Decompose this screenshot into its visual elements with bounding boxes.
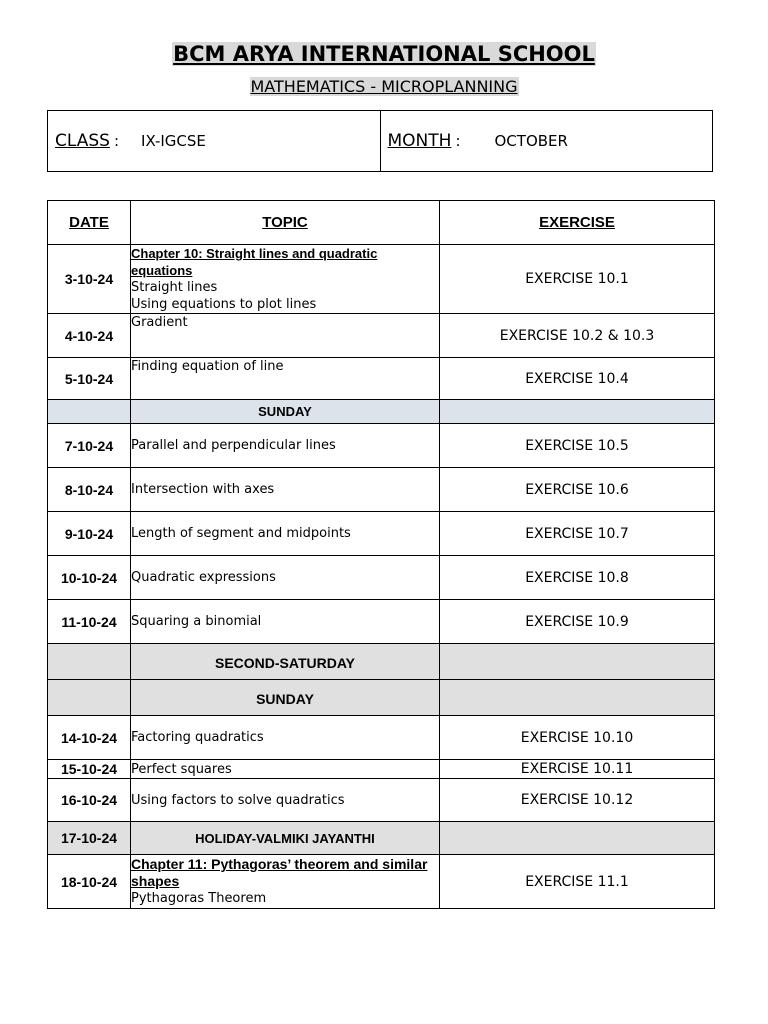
document-subtitle: [0, 77, 768, 96]
row-date-empty: [48, 680, 131, 716]
table-header-row: [48, 201, 715, 245]
chapter-heading: Chapter 10: Straight lines and quadratic equations: [131, 246, 378, 278]
table-row-holiday: [48, 644, 715, 680]
subtitle-text: MATHEMATICS - MICROPLANNING: [250, 77, 518, 96]
row-topic: [131, 424, 440, 468]
table-row-holiday: [48, 400, 715, 424]
row-date: 3-10-24: [48, 245, 131, 314]
row-note: SECOND-SATURDAY: [131, 644, 440, 680]
topic-line: Intersection with axes: [131, 482, 275, 497]
topic-line: Parallel and perpendicular lines: [131, 438, 336, 453]
table-row: [48, 855, 715, 909]
topic-line: Quadratic expressions: [131, 570, 276, 585]
topic-line: Straight lines: [131, 280, 218, 295]
month-label: MONTH: [387, 131, 452, 151]
row-note: HOLIDAY-VALMIKI JAYANTHI: [131, 822, 440, 855]
row-exercise: EXERCISE 10.5: [440, 424, 715, 468]
row-date: 16-10-24: [48, 779, 131, 822]
table-row: [48, 245, 715, 314]
row-exercise: EXERCISE 11.1: [440, 855, 715, 909]
topic-line: Finding equation of line: [131, 359, 284, 374]
row-exercise-empty: [440, 644, 715, 680]
table-row: [48, 716, 715, 760]
row-exercise: EXERCISE 10.12: [440, 779, 715, 822]
row-exercise-empty: [440, 400, 715, 424]
topic-line: Gradient: [131, 315, 188, 330]
class-colon: :: [113, 132, 120, 150]
chapter-heading: Chapter 11: Pythagoras’ theorem and similar shapes: [131, 856, 428, 889]
row-topic: [131, 512, 440, 556]
table-row: [48, 314, 715, 358]
row-topic: [131, 855, 440, 909]
topic-line: Factoring quadratics: [131, 730, 264, 745]
table-row: [48, 358, 715, 400]
table-row: [48, 556, 715, 600]
row-note: SUNDAY: [131, 680, 440, 716]
row-topic: [131, 314, 440, 358]
row-date-empty: [48, 644, 131, 680]
row-date: 4-10-24: [48, 314, 131, 358]
school-name: BCM ARYA INTERNATIONAL SCHOOL: [173, 42, 595, 66]
table-row: [48, 760, 715, 779]
table-row: [48, 600, 715, 644]
row-date: 18-10-24: [48, 855, 131, 909]
row-date: 9-10-24: [48, 512, 131, 556]
table-row-holiday: [48, 822, 715, 855]
school-title: [0, 42, 768, 66]
row-exercise: EXERCISE 10.6: [440, 468, 715, 512]
row-exercise: EXERCISE 10.10: [440, 716, 715, 760]
row-date: 15-10-24: [48, 760, 131, 779]
table-row-holiday: [48, 680, 715, 716]
row-exercise: EXERCISE 10.9: [440, 600, 715, 644]
topic-header: TOPIC: [131, 201, 440, 245]
row-date: 7-10-24: [48, 424, 131, 468]
row-topic: [131, 600, 440, 644]
row-topic: [131, 779, 440, 822]
exercise-header: EXERCISE: [440, 201, 715, 245]
class-month-box: [47, 110, 713, 172]
row-date: 10-10-24: [48, 556, 131, 600]
row-note: SUNDAY: [131, 400, 440, 424]
table-row: [48, 424, 715, 468]
topic-line: Perfect squares: [131, 761, 232, 777]
row-exercise-empty: [440, 680, 715, 716]
row-topic: [131, 358, 440, 400]
row-exercise: EXERCISE 10.1: [440, 245, 715, 314]
table-row: [48, 779, 715, 822]
row-topic: [131, 556, 440, 600]
row-date: 8-10-24: [48, 468, 131, 512]
row-date: 5-10-24: [48, 358, 131, 400]
row-exercise: EXERCISE 10.8: [440, 556, 715, 600]
topic-line: Squaring a binomial: [131, 614, 262, 629]
month-colon: :: [455, 132, 461, 150]
row-exercise: EXERCISE 10.2 & 10.3: [440, 314, 715, 358]
row-date-empty: [48, 400, 131, 424]
class-label: CLASS: [55, 131, 110, 151]
topic-line: Using factors to solve quadratics: [131, 792, 345, 808]
row-exercise: EXERCISE 10.4: [440, 358, 715, 400]
row-topic: [131, 760, 440, 779]
class-value: IX-IGCSE: [141, 132, 206, 150]
row-exercise-empty: [440, 822, 715, 855]
row-date: 11-10-24: [48, 600, 131, 644]
row-date: 14-10-24: [48, 716, 131, 760]
row-date: 17-10-24: [48, 822, 131, 855]
month-value: OCTOBER: [494, 132, 568, 150]
row-exercise: EXERCISE 10.11: [440, 760, 715, 779]
row-topic: [131, 716, 440, 760]
table-row: [48, 468, 715, 512]
microplan-table: [47, 200, 715, 909]
month-cell: [380, 111, 713, 171]
date-header: DATE: [48, 201, 131, 245]
table-row: [48, 512, 715, 556]
topic-line: Pythagoras Theorem: [131, 891, 267, 906]
row-topic: [131, 468, 440, 512]
row-topic: [131, 245, 440, 314]
class-cell: [48, 111, 380, 171]
topic-line: Using equations to plot lines: [131, 297, 317, 312]
topic-line: Length of segment and midpoints: [131, 526, 351, 541]
row-exercise: EXERCISE 10.7: [440, 512, 715, 556]
